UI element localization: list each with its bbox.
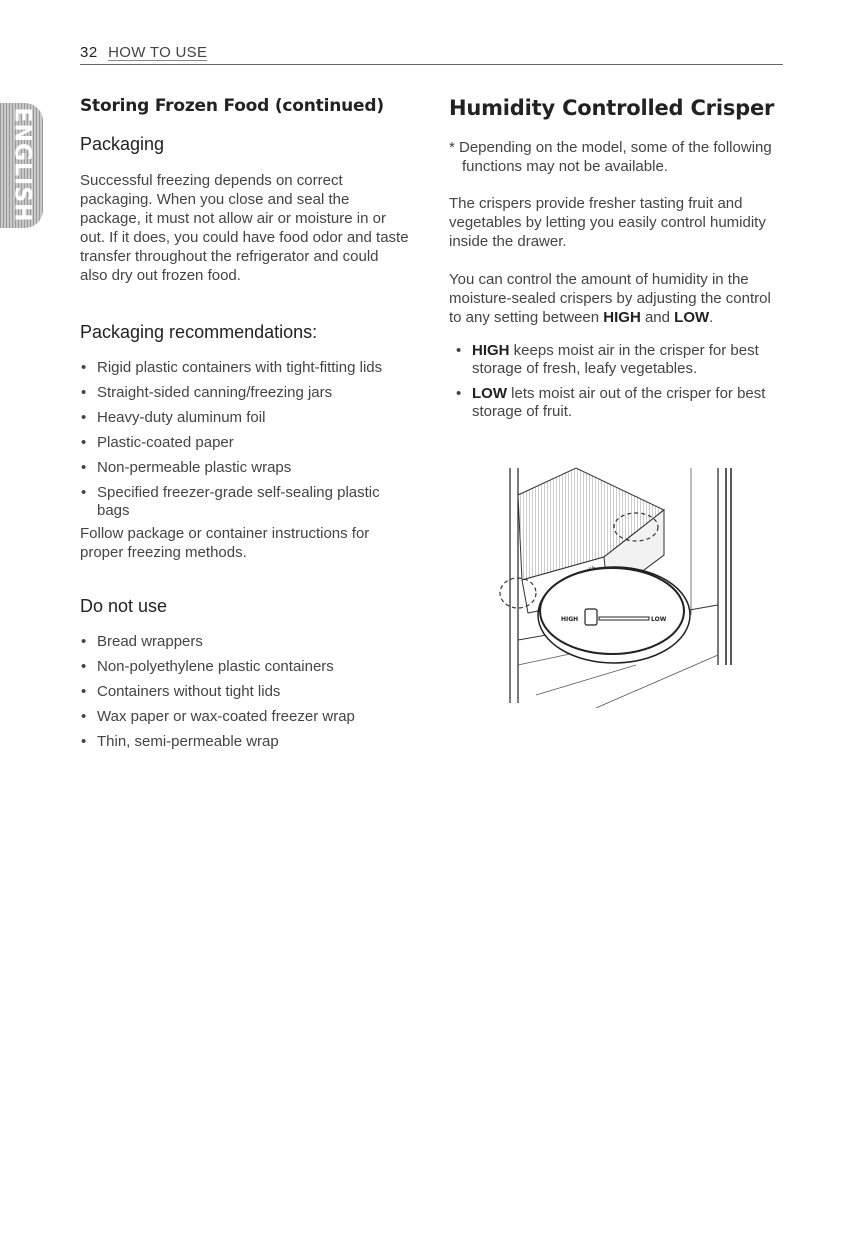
list-item: • HIGH keeps moist air in the crisper for best storage of fresh, leafy vegetables.	[455, 342, 784, 378]
list-item: • Straight-sided canning/freezing jars	[80, 384, 410, 402]
do-not-use-heading: Do not use	[80, 596, 168, 616]
do-not-use-list	[80, 633, 410, 751]
humidity-settings-list	[449, 342, 784, 421]
language-tab	[0, 103, 43, 228]
list-item: • Plastic-coated paper	[80, 434, 410, 452]
list-item: • Non-permeable plastic wraps	[80, 459, 410, 477]
list-item: • Specified freezer-grade self-sealing plastic bags	[80, 484, 410, 520]
follow-instructions-paragraph: Follow package or container instructions for proper freezing methods.	[80, 525, 370, 561]
crisper-illustration	[496, 465, 748, 708]
list-item: • Rigid plastic containers with tight-fitting lids	[80, 359, 410, 377]
right-column	[449, 96, 784, 428]
section-title: HOW TO USE	[108, 44, 208, 61]
list-item: • Thin, semi-permeable wrap	[80, 733, 410, 751]
list-item: • Wax paper or wax-coated freezer wrap	[80, 708, 410, 726]
list-item: • Bread wrappers	[80, 633, 410, 651]
language-label: ENGLISH	[9, 107, 35, 223]
list-item: • Non-polyethylene plastic containers	[80, 658, 410, 676]
section-heading-frozen-food: Storing Frozen Food (continued)	[80, 96, 384, 116]
list-item: • Heavy-duty aluminum foil	[80, 409, 410, 427]
list-item: • Containers without tight lids	[80, 683, 410, 701]
left-column	[80, 96, 410, 758]
section-heading-crisper: Humidity Controlled Crisper	[449, 96, 775, 120]
model-note: * Depending on the model, some of the following functions may not be available.	[449, 139, 772, 175]
recommendations-list	[80, 359, 410, 520]
low-label: LOW	[651, 616, 667, 623]
list-item: • LOW lets moist air out of the crisper for best storage of fruit.	[455, 385, 784, 421]
high-label: HIGH	[561, 616, 579, 623]
high-keyword: HIGH	[603, 309, 641, 326]
page-number: 32	[80, 44, 98, 61]
low-keyword: LOW	[674, 309, 710, 326]
page-header	[80, 44, 783, 65]
packaging-paragraph: Successful freezing depends on correct packaging. When you close and seal the package, it must not allow air or moisture in or out. If it does, you could have food odor and taste transfer throughout the refrigerator and could also dry out frozen food.	[80, 172, 409, 284]
humidity-slider-handle	[585, 609, 597, 625]
crisper-intro-paragraph: The crispers provide fresher tasting fruit and vegetables by letting you easily control humidity inside the drawer.	[449, 195, 766, 250]
packaging-heading: Packaging	[80, 134, 165, 154]
recommendations-heading: Packaging recommendations:	[80, 322, 318, 342]
humidity-control-paragraph: You can control the amount of humidity in the moisture-sealed crispers by adjusting the control to any setting between HIGH and LOW.	[449, 271, 771, 326]
